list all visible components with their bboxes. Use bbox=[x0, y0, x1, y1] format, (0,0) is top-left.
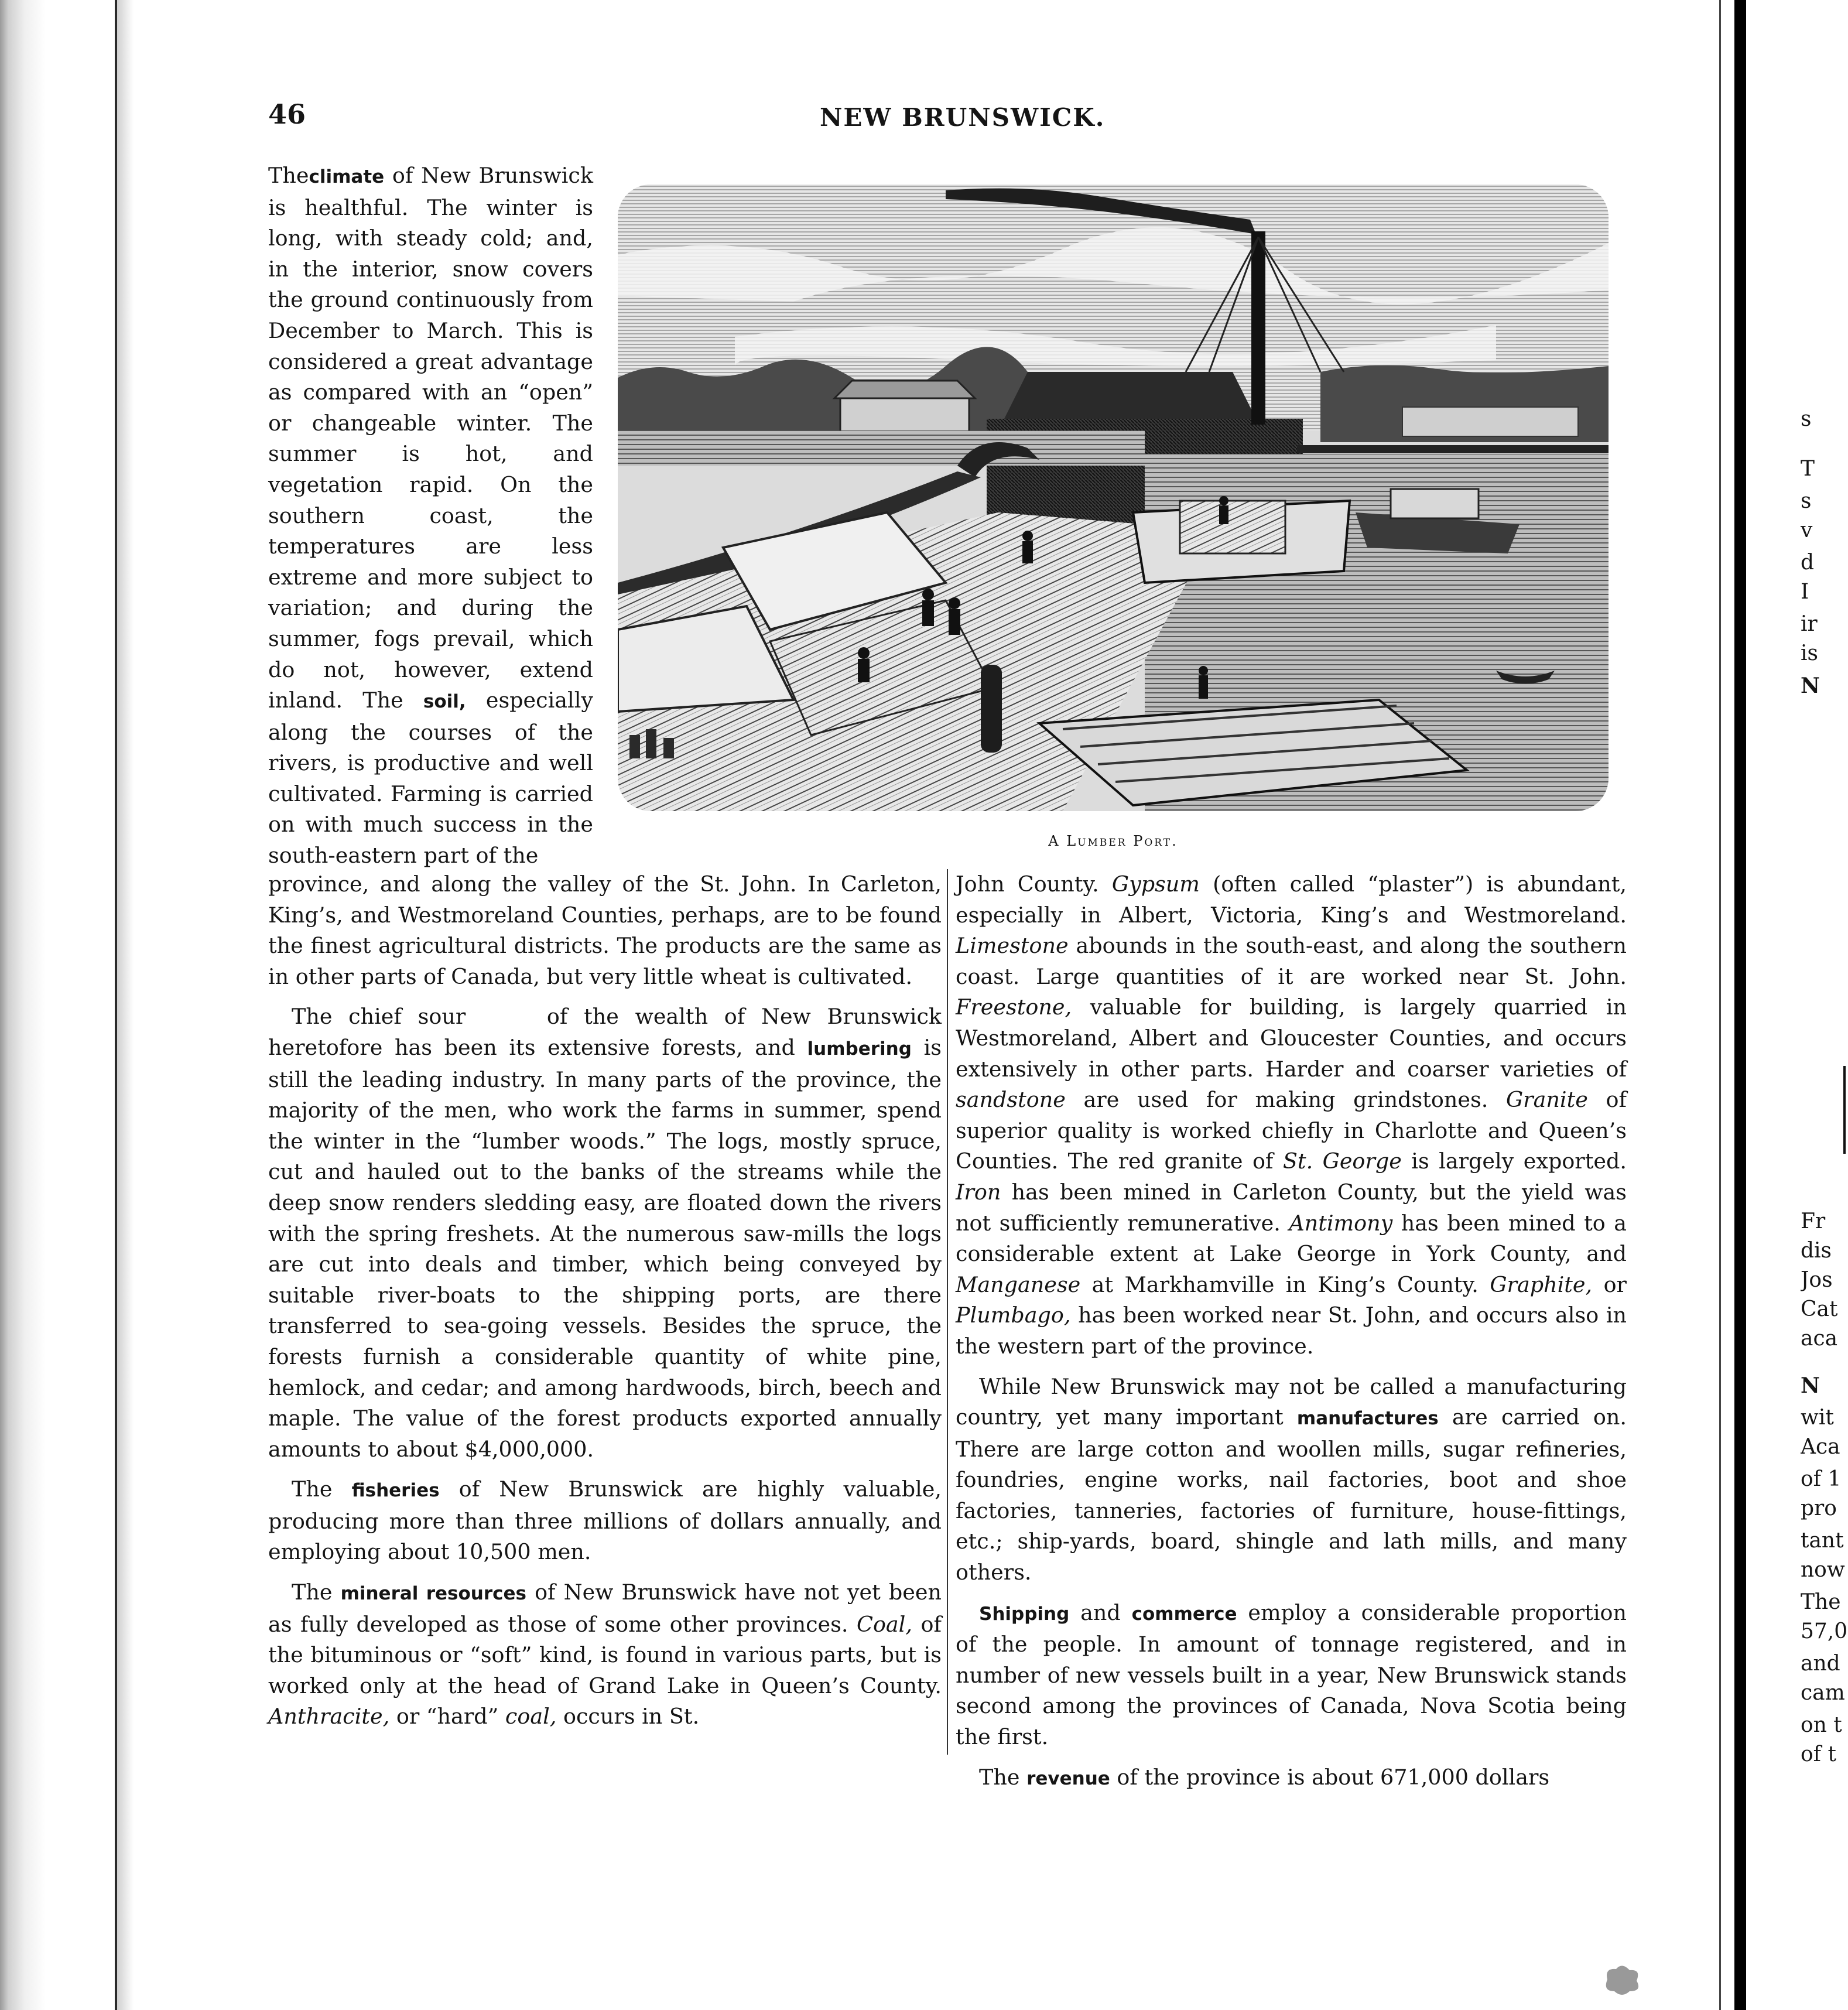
text-run: or “hard” bbox=[396, 1704, 499, 1729]
fragment-line: and bbox=[1801, 1652, 1840, 1676]
fragment-line: Jos bbox=[1801, 1268, 1833, 1292]
paragraph-shipping bbox=[956, 1598, 1627, 1753]
text-run: is still the leading industry. In many parts of the province, the majority of the men, who work the farms in summer, spend the winter in the “lumber woods.” The logs, mostly spruce, cut and hauled out to the banks of the streams while the deep snow renders sledding easy, are floated down the rivers with the spring freshets. At the numerous saw-mills the logs are cut into deals and timber, which being conveyed by suitable river-boats to the shipping ports, are there transferred to sea-going vessels. Besides the spruce, the forests furnish a considerable quantity of white pine, hemlock, and cedar; and among hardwoods, birch, beech and maple. The value of the forest products exported annually amounts to about $4,000,000. bbox=[268, 1034, 942, 1462]
text-run: of New Brunswick have not yet been as fully developed as those of some other provinces. bbox=[268, 1580, 942, 1637]
facing-page-fragment bbox=[1801, 0, 1848, 2010]
text-run: occurs in St. bbox=[563, 1704, 700, 1729]
scan-edge-left bbox=[0, 0, 46, 2010]
gutter-shade bbox=[117, 0, 134, 2010]
text-run: The bbox=[292, 1580, 333, 1605]
text-run: of the bituminous or “soft” kind, is found in various parts, but is worked only at the head of Grand Lake in Queen’s County. bbox=[268, 1611, 942, 1698]
text-run: especially along the courses of the rivers, is productive and well cultivated. Farming is carried on with much success in the south-eastern part of the bbox=[268, 688, 593, 869]
text-run: is largely exported. bbox=[1411, 1148, 1627, 1174]
page-divider bbox=[1734, 0, 1746, 2010]
italic-term: coal, bbox=[505, 1704, 557, 1729]
column-rule bbox=[947, 869, 948, 1755]
text-run: of New Brunswick are highly valuable, producing more than three millions of dollars annually, and employing about 10,500 men. bbox=[268, 1476, 942, 1565]
italic-term: Limestone bbox=[956, 933, 1069, 959]
italic-term: Plumbago, bbox=[956, 1303, 1071, 1328]
italic-term: Granite bbox=[1506, 1087, 1588, 1113]
paragraph-fisheries bbox=[268, 1474, 942, 1568]
italic-term: Iron bbox=[956, 1179, 1001, 1205]
text-run: The bbox=[979, 1764, 1020, 1790]
text-run: at Markhamville in King’s County. bbox=[1091, 1271, 1479, 1297]
text-run: has been mined to a considerable extent at Lake George in York County, and bbox=[956, 1210, 1627, 1267]
fragment-line: d bbox=[1801, 551, 1815, 575]
fragment-line: wit bbox=[1801, 1406, 1834, 1430]
text-run: of the wealth of New Brunswick heretofore has been its extensive forests, and bbox=[268, 1004, 942, 1060]
italic-term: Gypsum bbox=[1111, 871, 1200, 897]
text-run: has been mined in Carleton County, but the yield was not sufficiently remunerative. bbox=[956, 1179, 1627, 1236]
paragraph-manufactures bbox=[956, 1372, 1627, 1588]
fragment-line: s bbox=[1801, 489, 1812, 513]
italic-term: Antimony bbox=[1289, 1210, 1393, 1236]
facing-page-rule bbox=[1843, 1066, 1846, 1154]
fragment-line: Fr bbox=[1801, 1209, 1826, 1233]
paragraph-minerals-continued bbox=[956, 869, 1627, 1362]
text-column-left bbox=[268, 869, 942, 1732]
keyword-commerce: commerce bbox=[1131, 1603, 1237, 1625]
fragment-line: is bbox=[1801, 641, 1818, 665]
text-run: are used for making grindstones. bbox=[1083, 1087, 1488, 1113]
fragment-line: N bbox=[1801, 674, 1820, 698]
text-run: of New Brunswick is healthful. The winter is long, with steady cold; and, in the interior, snow covers the ground continuously from December to March. This is considered a great advantage as compared with an “open” or changeable winter. The summer is hot, and vegetation rapid. On the southern coast, the temperatures are less extreme and more subject to variation; and during the summer, fogs prevail, which do not, however, extend inland. The bbox=[268, 163, 593, 713]
paragraph-climate bbox=[268, 160, 593, 871]
text-run: and bbox=[1080, 1599, 1121, 1625]
fragment-line: v bbox=[1801, 518, 1813, 542]
text-run: employ a considerable proportion of the people. In amount of tonnage registered, and in number of new vessels built in a year, New Brunswick stands second among the provinces of Canada, Nova Scotia being the first. bbox=[956, 1599, 1627, 1750]
fragment-line: Aca bbox=[1801, 1435, 1840, 1459]
fragment-line: dis bbox=[1801, 1239, 1832, 1263]
fragment-line: now bbox=[1801, 1558, 1845, 1582]
keyword-shipping: Shipping bbox=[979, 1603, 1070, 1625]
page-number: 46 bbox=[268, 98, 306, 130]
fragment-line: 57,0 bbox=[1801, 1619, 1848, 1643]
keyword-mineral-resources: mineral resources bbox=[340, 1583, 526, 1605]
text-run: The chief sour bbox=[292, 1004, 466, 1030]
text-column-right bbox=[956, 869, 1627, 1794]
paragraph-lumbering bbox=[268, 1001, 942, 1465]
italic-term: Graphite, bbox=[1490, 1271, 1593, 1297]
text-run: of superior quality is worked chiefly in Charlotte and Queen’s Counties. The red granite of bbox=[956, 1087, 1627, 1174]
keyword-lumbering: lumbering bbox=[807, 1038, 912, 1059]
text-run: John County. bbox=[956, 871, 1099, 897]
fragment-line: I bbox=[1801, 580, 1809, 604]
text-run: While New Brunswick may not be called a manufacturing country, yet many important bbox=[956, 1373, 1627, 1430]
text-run: (often called “plaster”) is abundant, especially in Albert, Victoria, King’s and Westmoreland. bbox=[956, 871, 1627, 928]
keyword-revenue: revenue bbox=[1026, 1768, 1110, 1789]
figure-caption: A Lumber Port. bbox=[1048, 833, 1178, 849]
page-edge-line bbox=[1719, 0, 1721, 2010]
text-run: The bbox=[268, 163, 309, 188]
fragment-line: s bbox=[1801, 407, 1812, 431]
keyword-fisheries: fisheries bbox=[351, 1480, 440, 1502]
text-run: valuable for building, is largely quarried in Westmoreland, Albert and Gloucester Counties, and occurs extensively in other parts. Harder and coarser varieties of bbox=[956, 994, 1627, 1082]
text-run: abounds in the south-east, and along the southern coast. Large quantities of it are worked near St. John. bbox=[956, 933, 1627, 989]
ink-blot bbox=[1601, 1962, 1642, 1997]
fragment-line: of t bbox=[1801, 1742, 1836, 1766]
italic-term: sandstone bbox=[956, 1087, 1066, 1113]
fragment-line: tant bbox=[1801, 1529, 1844, 1553]
fragment-line: T bbox=[1801, 457, 1815, 481]
lumber-port-engraving bbox=[618, 184, 1609, 811]
fragment-line: The bbox=[1801, 1590, 1841, 1614]
fragment-line: cam bbox=[1801, 1681, 1845, 1705]
italic-term: Coal, bbox=[857, 1611, 912, 1637]
text-run: are carried on. There are large cotton and woollen mills, sugar refineries, foundries, engine works, nail factories, boot and shoe factories, tanneries, factories of furniture, house-fittings, etc.; ship-yards, board, shingle and lath mills, and many others. bbox=[956, 1404, 1627, 1585]
italic-term: Manganese bbox=[956, 1271, 1081, 1297]
fragment-line: N bbox=[1801, 1373, 1820, 1398]
text-run: of the province is about 671,000 dollars bbox=[1117, 1764, 1550, 1790]
paragraph-revenue bbox=[956, 1762, 1627, 1794]
fragment-line: ir bbox=[1801, 612, 1818, 636]
fragment-line: on t bbox=[1801, 1713, 1842, 1737]
text-run: The bbox=[292, 1476, 333, 1502]
paragraph-minerals bbox=[268, 1577, 942, 1732]
paragraph-agriculture: province, and along the valley of the St. John. In Carleton, King’s, and Westmoreland Counties, perhaps, are to be found the finest agricultural districts. The products are the same as in other parts of Canada, but very little wheat is cultivated. bbox=[268, 871, 942, 989]
text-column-narrow bbox=[268, 160, 593, 871]
text-run: or bbox=[1603, 1271, 1627, 1297]
fragment-line: Cat bbox=[1801, 1297, 1838, 1321]
fragment-line: pro bbox=[1801, 1496, 1837, 1520]
keyword-manufactures: manufactures bbox=[1296, 1408, 1439, 1430]
keyword-soil: soil, bbox=[423, 691, 466, 713]
italic-term: St. George bbox=[1282, 1148, 1402, 1174]
italic-term: Anthracite, bbox=[268, 1704, 390, 1729]
running-head: NEW BRUNSWICK. bbox=[820, 103, 1106, 132]
keyword-climate: climate bbox=[309, 166, 385, 187]
italic-term: Freestone, bbox=[956, 994, 1072, 1020]
fragment-line: of 1 bbox=[1801, 1467, 1842, 1491]
text-run: has been worked near St. John, and occurs also in the western part of the province. bbox=[956, 1303, 1627, 1359]
fragment-line: aca bbox=[1801, 1327, 1838, 1351]
